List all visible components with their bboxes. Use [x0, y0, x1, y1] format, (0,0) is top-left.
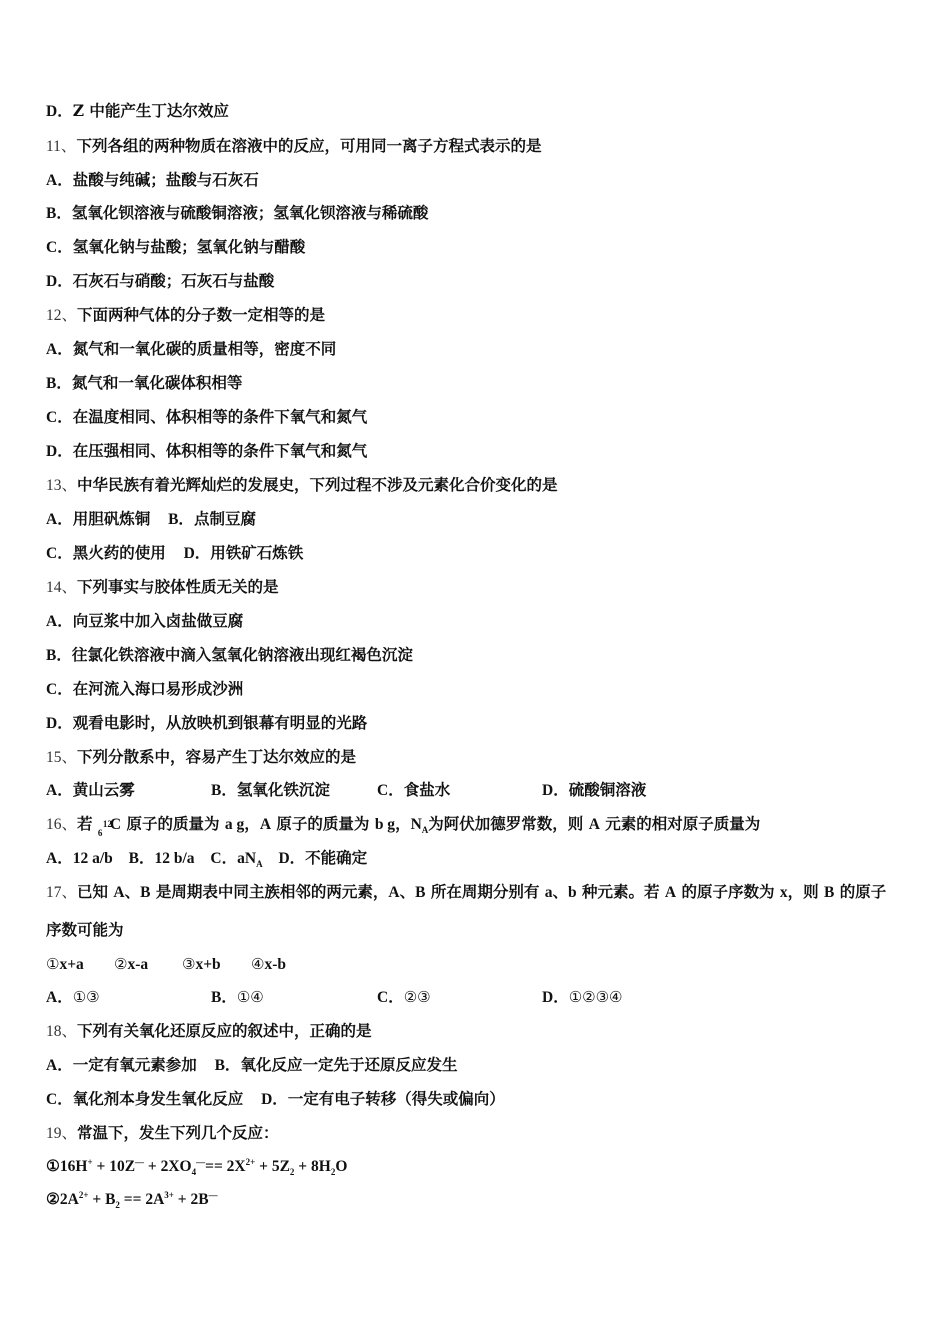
- equation-term: + B: [88, 1191, 116, 1208]
- element-symbol: C: [109, 816, 122, 833]
- q16-stem: [46, 814, 761, 838]
- q16-options: [46, 848, 367, 869]
- q19-stem: [46, 1123, 279, 1144]
- q14-option-b: [46, 645, 413, 666]
- equation-term: 16H: [59, 1158, 88, 1175]
- question-number: 11、: [46, 138, 77, 155]
- q17-choice-1: [46, 954, 84, 975]
- q19-reaction-1: [46, 1157, 347, 1177]
- q17-stem: [46, 882, 886, 903]
- question-number: 16、: [46, 816, 78, 833]
- q12-option-d: [46, 441, 367, 462]
- option-label: A．: [46, 850, 73, 867]
- option-text: 氧化反应一定先于还原反应发生: [240, 1055, 458, 1074]
- option-text: ①④: [236, 988, 264, 1006]
- q11-option-d: [46, 271, 274, 292]
- variable: b g: [374, 816, 396, 833]
- option-label: D．: [278, 850, 306, 867]
- option-label: A．: [46, 1057, 73, 1074]
- choice-expression: x+a: [59, 956, 84, 973]
- option-label: C．: [46, 545, 73, 562]
- equation-term: == 2X: [205, 1158, 246, 1175]
- q11-option-b: [46, 203, 428, 224]
- equation-term: + 10Z: [92, 1158, 136, 1175]
- charge: 2+: [78, 1189, 89, 1200]
- option-text: 氢氧化钡溶液与硫酸铜溶液；氢氧化钡溶液与稀硫酸: [71, 203, 429, 222]
- q19-reaction-2: [46, 1190, 218, 1210]
- option-text: 食盐水: [403, 780, 451, 799]
- option-text: 一定有氧元素参加: [72, 1055, 197, 1074]
- variable: a、b: [544, 884, 577, 901]
- question-text: ，则: [787, 882, 825, 901]
- option-label: A．: [46, 782, 73, 799]
- option-text: 在河流入海口易形成沙洲: [72, 679, 244, 698]
- option-label: B．: [46, 375, 72, 392]
- option-text: aN: [237, 850, 257, 867]
- question-number: 13、: [46, 477, 78, 494]
- option-label: B．: [128, 850, 155, 867]
- option-label: A．: [46, 341, 73, 358]
- equation-term: O: [335, 1158, 348, 1175]
- question-text: 为阿伏加德罗常数，则: [428, 814, 589, 833]
- question-text: 原子的质量为: [271, 814, 375, 833]
- question-text: 原子的质量为: [121, 814, 225, 833]
- question-text: 种元素。若: [576, 882, 665, 901]
- option-text: 往氯化铁溶液中滴入氢氧化钠溶液出现红褐色沉淀: [71, 645, 413, 664]
- option-text: 在温度相同、体积相等的条件下氧气和氮气: [72, 407, 368, 426]
- question-text: 下列分散系中，容易产生丁达尔效应的是: [77, 747, 357, 766]
- question-text: 下列各组的两种物质在溶液中的反应，可用同一离子方程式表示的是: [76, 136, 542, 155]
- option-label: D．: [46, 715, 73, 732]
- question-text: ，: [244, 814, 260, 833]
- question-text: 常温下，发生下列几个反应：: [77, 1123, 279, 1142]
- q12-option-b: [46, 373, 242, 394]
- variable: A: [588, 816, 600, 833]
- q17-option-b: [211, 987, 264, 1008]
- option-label: B．: [168, 511, 194, 528]
- option-text: 氧化剂本身发生氧化反应: [72, 1089, 244, 1108]
- variable: N: [410, 816, 422, 833]
- option-text: 氮气和一氧化碳体积相等: [71, 373, 243, 392]
- option-text: 盐酸与纯碱；盐酸与石灰石: [72, 170, 259, 189]
- option-label: D．: [542, 989, 569, 1006]
- option-label: B．: [46, 205, 72, 222]
- variable: A: [259, 816, 272, 833]
- option-text: 用铁矿石炼铁: [210, 543, 304, 562]
- option-text: 一定有电子转移（得失或偏向）: [287, 1089, 505, 1108]
- charge: —: [208, 1189, 218, 1200]
- q17-option-c: [377, 987, 431, 1008]
- question-text: 的原子序数为: [676, 882, 780, 901]
- q11-stem: [46, 136, 541, 157]
- option-label: A．: [46, 172, 73, 189]
- circled-number: ②: [114, 955, 128, 973]
- q14-stem: [46, 577, 279, 598]
- question-text: 中华民族有着光辉灿烂的发展史，下列过程不涉及元素化合价变化的是: [77, 475, 558, 494]
- q15-options: [46, 780, 906, 800]
- charge: —: [135, 1156, 145, 1167]
- q17-option-a: [46, 987, 100, 1008]
- charge: +: [87, 1156, 93, 1167]
- q15-option-a: [46, 780, 135, 801]
- option-text: 12 a/b: [72, 850, 113, 867]
- mass-number: 12: [102, 819, 112, 829]
- question-number: 18、: [46, 1023, 78, 1040]
- question-text: 是周期表中同主族相邻的两元素，: [150, 882, 389, 901]
- option-label: D．: [261, 1091, 288, 1108]
- q17-options: [46, 987, 906, 1007]
- subscript: 4: [191, 1167, 197, 1178]
- q17-choice-3: [182, 954, 221, 975]
- q13-stem: [46, 475, 558, 496]
- subscript: A: [421, 825, 429, 836]
- circled-number: ①: [46, 1158, 60, 1175]
- equation-term: 2A: [59, 1191, 79, 1208]
- option-label: D．: [46, 273, 73, 290]
- equation-term: + 2B: [173, 1191, 209, 1208]
- option-label: C．: [377, 989, 404, 1006]
- question-text: 下列事实与胶体性质无关的是: [77, 577, 279, 596]
- subscript: 2: [289, 1167, 295, 1178]
- option-label: A．: [46, 989, 73, 1006]
- subscript: 2: [115, 1200, 120, 1211]
- q14-option-c: [46, 679, 243, 700]
- option-text: 点制豆腐: [193, 509, 256, 528]
- option-label: C．: [210, 850, 238, 867]
- q11-option-c: [46, 237, 305, 258]
- q10-option-d: [46, 101, 229, 122]
- option-text: 观看电影时，从放映机到银幕有明显的光路: [72, 713, 368, 732]
- q18-stem: [46, 1021, 372, 1042]
- q12-option-a: [46, 339, 336, 360]
- option-text: 石灰石与硝酸；石灰石与盐酸: [72, 271, 275, 290]
- q17-choice-2: [114, 954, 148, 975]
- question-text: ，: [395, 814, 411, 833]
- question-text: 的原子: [834, 882, 887, 901]
- q15-option-d: [542, 780, 646, 801]
- q15-option-b: [211, 780, 330, 801]
- choice-expression: x-b: [264, 956, 286, 973]
- option-text: 用胆矾炼铜: [72, 509, 151, 528]
- question-text: 已知: [77, 882, 114, 901]
- circled-number: ④: [251, 955, 265, 973]
- circled-number: ③: [182, 955, 196, 973]
- option-label: A．: [46, 613, 73, 630]
- q17-stem-continued: [46, 920, 124, 940]
- subscript: 2: [330, 1167, 336, 1178]
- option-text: 硫酸铜溶液: [568, 780, 647, 799]
- q17-choice-4: [251, 954, 286, 975]
- choice-expression: x+b: [195, 956, 221, 973]
- q13-options-ab: [46, 509, 256, 530]
- option-label: D．: [46, 443, 73, 460]
- circled-number: ①: [46, 955, 60, 973]
- q11-option-a: [46, 170, 259, 191]
- question-text: 所在周期分别有: [425, 882, 545, 901]
- question-number: 15、: [46, 749, 78, 766]
- choice-expression: x-a: [127, 956, 149, 973]
- variable: A、B: [113, 884, 151, 901]
- q18-options-cd: [46, 1089, 505, 1110]
- equation-term: + 5Z: [255, 1158, 290, 1175]
- q15-option-c: [377, 780, 450, 801]
- option-label: C．: [46, 681, 73, 698]
- option-text: 氢氧化钠与盐酸；氢氧化钠与醋酸: [72, 237, 306, 256]
- option-label: C．: [46, 1091, 73, 1108]
- equation-term: == 2A: [119, 1191, 165, 1208]
- option-text: 在压强相同、体积相等的条件下氧气和氮气: [72, 441, 368, 460]
- option-text: 12 b/a: [154, 850, 195, 867]
- q12-stem: [46, 305, 325, 326]
- question-text: 下面两种气体的分子数一定相等的是: [77, 305, 326, 324]
- q17-option-d: [542, 987, 623, 1008]
- option-text: 黑火药的使用: [72, 543, 166, 562]
- question-number: 17、: [46, 884, 78, 901]
- option-label: D．: [542, 782, 569, 799]
- option-text: 氮气和一氧化碳的质量相等，密度不同: [72, 339, 337, 358]
- option-text: 氢氧化铁沉淀: [236, 780, 330, 799]
- variable: x: [779, 884, 788, 901]
- option-label: D．: [46, 103, 73, 120]
- equation-term: + 2XO: [144, 1158, 192, 1175]
- question-text: 若: [77, 814, 98, 833]
- q14-option-d: [46, 713, 367, 734]
- question-number: 19、: [46, 1125, 78, 1142]
- variable: B: [824, 884, 835, 901]
- option-label: D．: [183, 545, 211, 562]
- variable: A: [664, 884, 677, 901]
- question-text: 下列有关氧化还原反应的叙述中，正确的是: [77, 1021, 372, 1040]
- q12-option-c: [46, 407, 367, 428]
- question-text: 序数可能为: [46, 920, 124, 939]
- subscript: A: [256, 859, 263, 870]
- variable: a g: [224, 816, 245, 833]
- option-text: Z 中能产生丁达尔效应: [72, 101, 229, 120]
- option-text: ②③: [403, 988, 431, 1006]
- circled-number: ②: [46, 1191, 60, 1208]
- atomic-number: 6: [97, 828, 103, 838]
- option-label: A．: [46, 511, 73, 528]
- option-text: ①②③④: [568, 988, 623, 1006]
- nuclide-notation: [97, 814, 112, 838]
- charge: 2+: [245, 1156, 256, 1167]
- equation-term: + 8H: [294, 1158, 331, 1175]
- option-label: C．: [377, 782, 404, 799]
- q18-options-ab: [46, 1055, 457, 1076]
- question-text: 元素的相对原子质量为: [599, 814, 761, 833]
- question-number: 14、: [46, 579, 78, 596]
- option-label: C．: [46, 239, 73, 256]
- question-number: 12、: [46, 307, 78, 324]
- q15-stem: [46, 747, 356, 768]
- option-text: 不能确定: [305, 848, 368, 867]
- charge: —: [196, 1156, 206, 1167]
- option-label: C．: [46, 409, 73, 426]
- q14-option-a: [46, 611, 243, 632]
- option-label: B．: [211, 989, 237, 1006]
- option-label: B．: [214, 1057, 241, 1074]
- variable: A、B: [388, 884, 426, 901]
- q13-options-cd: [46, 543, 303, 564]
- option-text: ①③: [72, 988, 100, 1006]
- option-label: B．: [211, 782, 237, 799]
- option-text: 黄山云雾: [72, 780, 135, 799]
- q17-choices: [46, 954, 446, 974]
- charge: 3+: [164, 1189, 174, 1200]
- option-label: B．: [46, 647, 72, 664]
- option-text: 向豆浆中加入卤盐做豆腐: [72, 611, 244, 630]
